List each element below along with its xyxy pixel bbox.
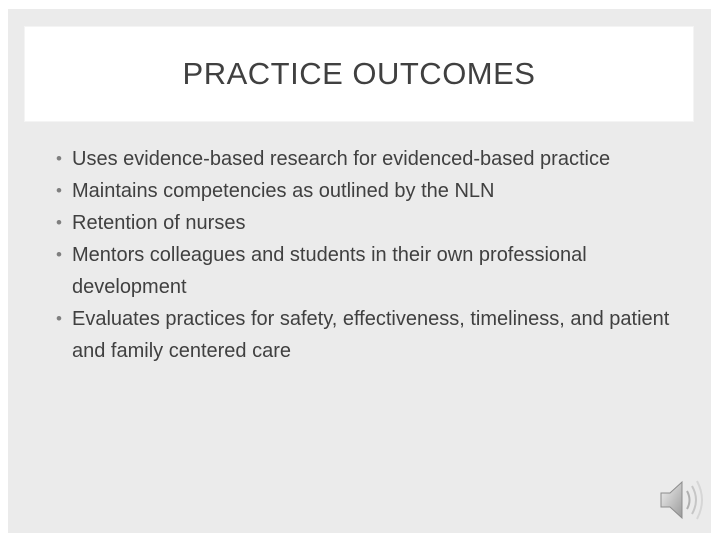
speaker-icon[interactable] — [655, 474, 707, 526]
bullet-list — [56, 143, 686, 367]
title-box — [25, 27, 693, 121]
slide-title: PRACTICE OUTCOMES — [182, 56, 536, 91]
bullet-item — [56, 143, 686, 175]
bullet-text: Maintains competencies as outlined by the NLN — [72, 180, 495, 202]
bullet-marker: • — [56, 181, 62, 200]
bullet-marker: • — [56, 309, 62, 328]
bullet-item — [56, 207, 686, 239]
speaker-icon-graphic — [655, 474, 707, 526]
bullet-item — [56, 175, 686, 207]
bullet-item — [56, 303, 686, 367]
bullet-text: Uses evidence-based research for evidenced-based practice — [72, 148, 611, 170]
bullet-text: Evaluates practices for safety, effectiveness, timeliness, and patient and family centered care — [72, 308, 670, 362]
bullet-text: Retention of nurses — [72, 212, 246, 234]
bullet-marker: • — [56, 213, 62, 232]
bullet-item — [56, 239, 686, 303]
bullet-marker: • — [56, 245, 62, 264]
bullet-marker: • — [56, 149, 62, 168]
bullet-text: Mentors colleagues and students in their own professional development — [72, 244, 587, 298]
